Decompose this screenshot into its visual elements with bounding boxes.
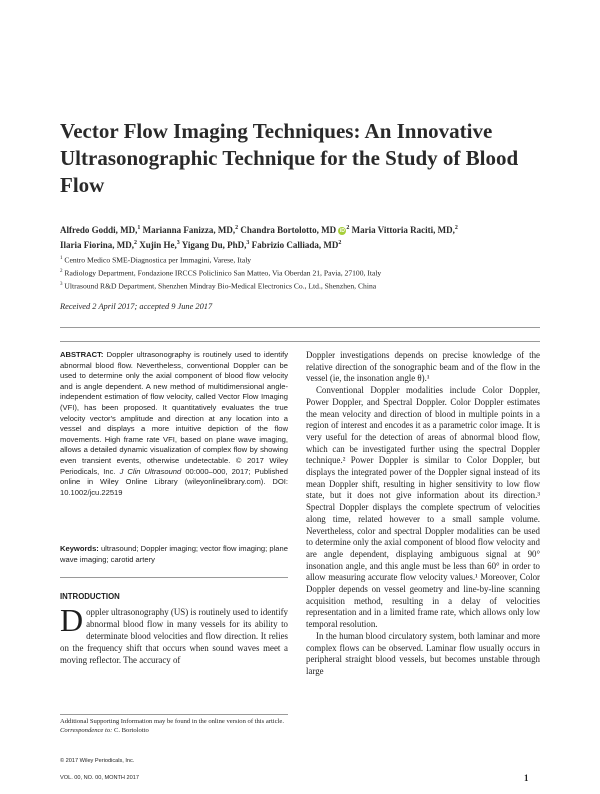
- citation[interactable]: 00:000–000, 2017; Published online in Wiley Online Library (wileyonlinelibrary.com). DOI: 10.1002/jcu.22519: [60, 466, 288, 497]
- abstract-body: Doppler ultrasonography is routinely used to identify abnormal blood flow. Nevertheless, conventional Doppler can be used to determine only the axial component of blood flow velocity and is angle dependent. A new method of multidimensional angle-independent estimation of flow velocity, called Vector Flow Imaging (VFI), has been proposed. It quantitatively evaluates the true velocity vector's amplitude and direction at any location into a vessel and displays a more intuitive depiction of the flow movements. High frame rate VFI, based on plane wave imaging, allows a detailed dynamic visualization of complex flow by showing even transient events, otherwise undetectable. © 2017 Wiley Periodicals, Inc.: [60, 350, 288, 476]
- author-affil-sup: 2: [338, 240, 342, 246]
- article-title: Vector Flow Imaging Techniques: An Innovative Ultrasonographic Technique for the Study of Blood Flow: [60, 119, 519, 197]
- affiliations: [60, 253, 540, 292]
- keywords-label: Keywords:: [60, 544, 99, 553]
- page-number: 1: [524, 773, 529, 783]
- author-affil-sup: 2: [235, 225, 239, 231]
- body-column-right: [306, 350, 540, 678]
- abstract-label: ABSTRACT:: [60, 350, 104, 359]
- author-affil-sup: 2: [134, 240, 137, 246]
- author-affil-sup: 1: [137, 225, 141, 231]
- keywords: [60, 544, 288, 565]
- author-name: Marianna Fanizza, MD,: [142, 225, 236, 235]
- journal-name: J Clin Ultrasound: [119, 466, 182, 476]
- author-name: Alfredo Goddi, MD,: [60, 225, 138, 235]
- orcid-icon[interactable]: iD: [339, 227, 345, 234]
- author-affil-sup: 3: [176, 240, 180, 246]
- affiliation-item: $^2$ Radiology Department, Fondazione IRCCS Policlinico San Matteo, Via Oberdan 21, Pavia, 27100, Italy: [60, 268, 382, 278]
- author-affil-sup: 2: [454, 225, 458, 231]
- footnote: [60, 717, 288, 736]
- body-paragraph: In the human blood circulatory system, both laminar and more complex flows can be observed. Laminar flow usually occurs in peripheral straight blood vessels, but becomes unstable through large: [306, 630, 540, 676]
- affiliation-item: $^1$ Centro Medico SME-Diagnostica per Immagini, Varese, Italy: [60, 255, 252, 265]
- author-affil-sup: 3: [246, 240, 250, 246]
- abstract-divider: [60, 577, 288, 578]
- copyright: © 2017 Wiley Periodicals, Inc.: [60, 758, 135, 764]
- affiliation-item: $^3$ Ultrasound R&D Department, Shenzhen Mindray Bio-Medical Electronics Co., Ltd., Shenzhen, China: [60, 281, 377, 291]
- author-list: [60, 222, 540, 252]
- author-name: Fabrizio Calliada, MD: [251, 240, 339, 250]
- supporting-info-note: Additional Supporting Information may be found in the online version of this article.: [60, 718, 284, 725]
- author-name: Chandra Bortolotto, MD: [240, 225, 337, 235]
- correspondence-note: Correspondence to: C. Bortolotto: [60, 727, 149, 735]
- author-name: Xujin He,: [139, 240, 177, 250]
- issue-info: VOL. 00, NO. 00, MONTH 2017: [60, 775, 139, 781]
- received-dates: Received 2 April 2017; accepted 9 June 2017: [60, 302, 213, 311]
- author-affil-sup: 2: [346, 225, 350, 231]
- section-heading-introduction: INTRODUCTION: [60, 592, 120, 601]
- footnote-divider: [60, 714, 288, 715]
- body-paragraph: Conventional Doppler modalities include Color Doppler, Power Doppler, and Spectral Doppler. Color Doppler estimates the mean velocity and direction of blood in multiple points in a region of interest and encodes it as a parametric color image. It is very useful for the detection of areas of abnormal blood flow, which can be investigated further using the spectral Doppler technique.² Power Doppler is similar to Color Doppler, but displays the integrated power of the Doppler signal instead of its mean Doppler shift, resulting in higher sensitivity to low flow state, but it does not give information about its direction.³ Spectral Doppler displays the complete spectrum of velocities along time, related however to a small sample volume. Nevertheless, color and spectral Doppler modalities can be used to determine only the axial component of blood flow velocity and are angle dependent, displaying ambiguous signal at 90° insonation angle, and this angle must be less than 60° in order to allow measuring accurate flow velocity values.¹ Moreover, Color Doppler depends on vessel geometry and line-by-line scanning acquisition method, resulting in a delay of velocities representation and in a limited frame rate, which allows only low temporal resolution.: [306, 385, 540, 630]
- body-paragraph: Doppler investigations depends on precise knowledge of the relative direction of the sonographic beam and of the flow in the vessel (ie, the insonation angle θ).¹: [306, 350, 540, 384]
- author-name: Ilaria Fiorina, MD,: [60, 240, 134, 250]
- section-divider: [60, 341, 540, 342]
- introduction-text: [60, 602, 288, 667]
- abstract: [60, 350, 288, 498]
- author-name: Maria Vittoria Raciti, MD,: [351, 225, 455, 235]
- drop-cap: D: [60, 602, 84, 638]
- author-name: Yigang Du, PhD,: [181, 240, 247, 250]
- intro-paragraph: oppler ultrasonography (US) is routinely used to identify abnormal blood flow in many vessels for its ability to determinate blood velocities and flow direction. It relies on the frequency shift that occurs when sound waves meet a moving reflector. The accuracy of: [60, 607, 288, 665]
- header-divider: [60, 327, 540, 328]
- keywords-text: ultrasound; Doppler imaging; vector flow imaging; plane wave imaging; carotid artery: [60, 544, 288, 564]
